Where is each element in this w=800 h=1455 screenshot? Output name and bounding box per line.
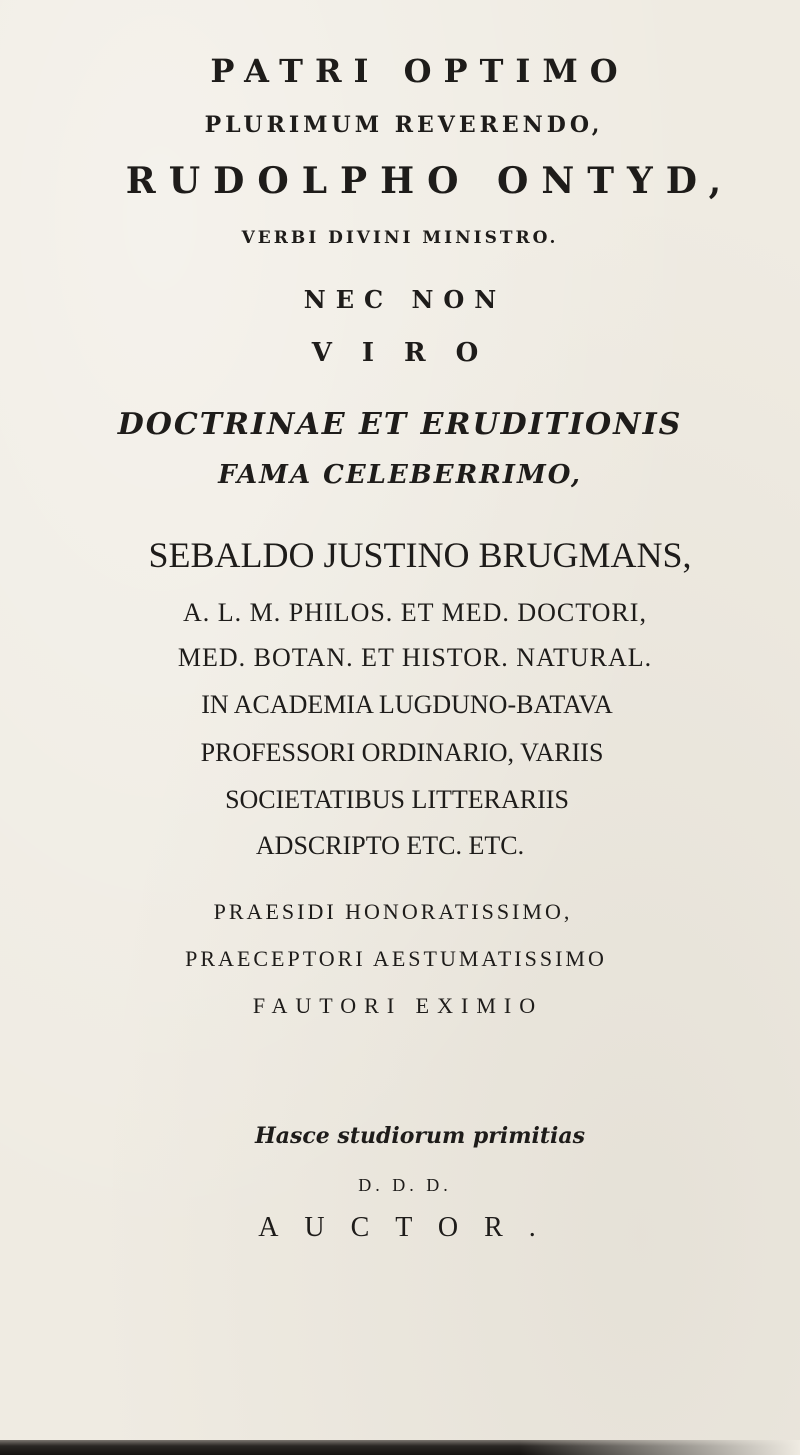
dedication-line-praesidi: PRAESIDI HONORATISSIMO,	[213, 899, 573, 924]
dedication-line-sebaldo: SEBALDO JUSTINO BRUGMANS,	[148, 535, 692, 575]
dedication-line-fautori: FAUTORI EXIMIO	[252, 993, 544, 1018]
dedication-line-nec-non: NEC NON	[303, 285, 507, 314]
dedication-line-academia: IN ACADEMIA LUGDUNO-BATAVA	[201, 690, 613, 719]
dedication-line-professori: PROFESSORI ORDINARIO, VARIIS	[200, 738, 604, 767]
page-edge-fade	[520, 1440, 800, 1455]
dedication-line-verbi: VERBI DIVINI MINISTRO.	[241, 228, 559, 248]
dedication-line-fama: FAMA CELEBERRIMO,	[218, 460, 582, 490]
closing-motto: Hasce studiorum primitias	[254, 1123, 586, 1149]
dedication-line-botan: MED. BOTAN. ET HISTOR. NATURAL.	[177, 643, 653, 672]
dedication-line-praeceptori: PRAECEPTORI AESTUMATISSIMO	[185, 946, 607, 971]
closing-initials: D. D. D.	[358, 1175, 452, 1195]
dedication-line-doctrinae: DOCTRINAE ET ERUDITIONIS	[117, 407, 683, 442]
dedication-line-plurimum: PLURIMUM REVERENDO,	[204, 112, 604, 138]
dedication-line-doctori: A. L. M. PHILOS. ET MED. DOCTORI,	[183, 598, 647, 627]
dedication-line-rudolpho: RUDOLPHO ONTYD,	[125, 160, 735, 202]
closing-signature: AUCTOR.	[258, 1212, 562, 1243]
dedication-line-adscripto: ADSCRIPTO ETC. ETC.	[255, 831, 525, 860]
dedication-line-viro: VIRO	[311, 338, 509, 368]
dedication-line-societatibus: SOCIETATIBUS LITTERARIIS	[225, 785, 569, 814]
dedication-line-patri: PATRI OPTIMO	[210, 52, 630, 90]
